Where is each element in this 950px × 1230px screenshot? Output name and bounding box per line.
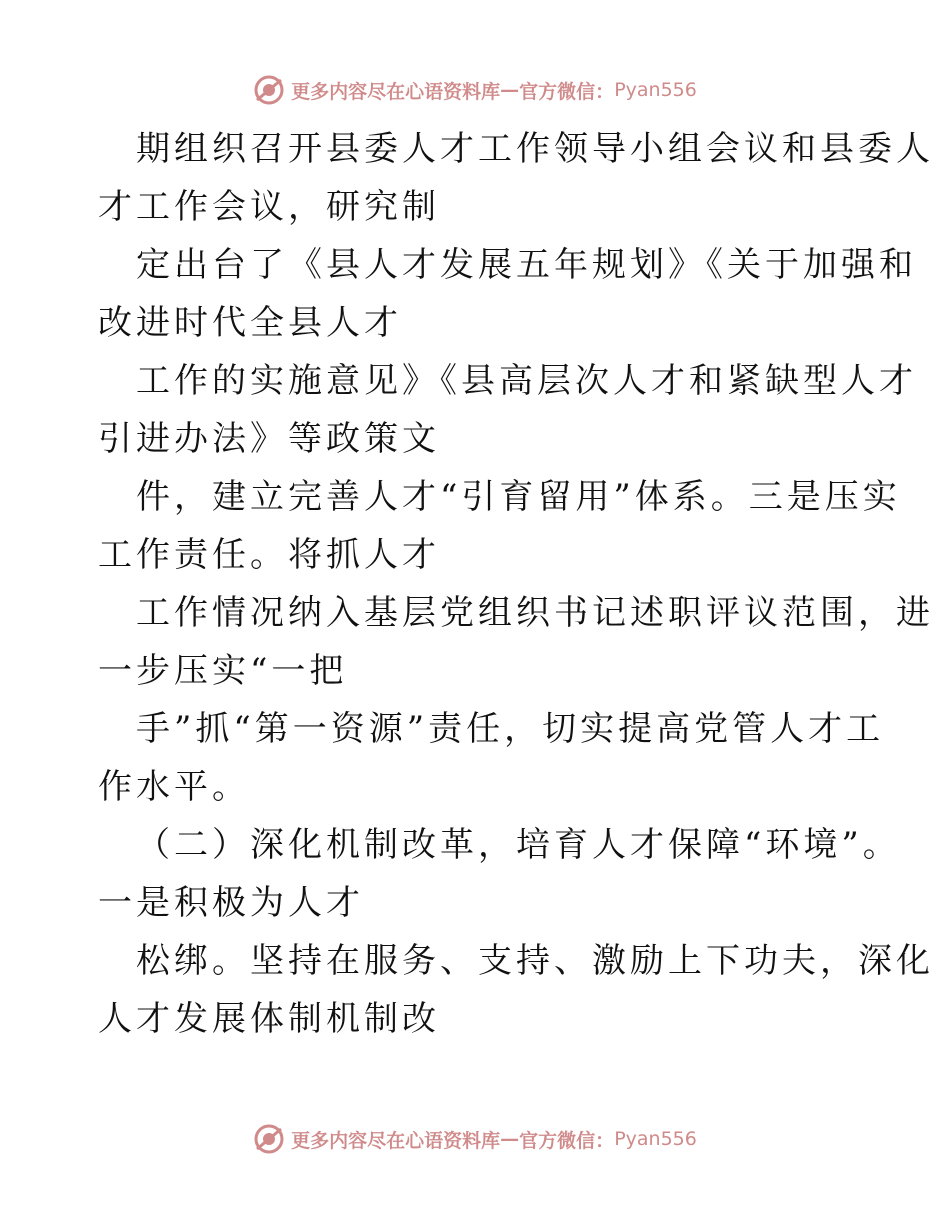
- text-line: 期组织召开县委人才工作领导小组会议和县委人: [136, 129, 934, 169]
- seal-logo-icon: [253, 74, 285, 106]
- watermark-site-text: 更多内容尽在心语资料库: [291, 80, 501, 103]
- watermark-wechat-id: Pyan556: [614, 1128, 697, 1150]
- header-watermark: [0, 70, 950, 110]
- text-line: 工作责任。将抓人才: [98, 535, 440, 575]
- text-line: （二）深化机制改革，培育人才保障“环境”。: [136, 825, 901, 865]
- paragraph-2: [98, 236, 917, 352]
- footer-watermark: [0, 1119, 950, 1159]
- text-line: 工作的实施意见》《县高层次人才和紧缺型人才: [136, 361, 917, 401]
- text-line: 工作情况纳入基层党组织书记述职评议范围，进: [136, 593, 934, 633]
- text-line: 作水平。: [98, 767, 250, 807]
- watermark-site-text: 更多内容尽在心语资料库: [291, 1129, 501, 1152]
- watermark-wechat-id: Pyan556: [614, 79, 697, 101]
- text-line: 一是积极为人才: [98, 883, 364, 923]
- text-line: 人才发展体制机制改: [98, 999, 440, 1039]
- paragraph-7: [98, 816, 901, 932]
- document-body: [98, 120, 934, 1048]
- paragraph-6: [98, 700, 885, 816]
- text-line: 改进时代全县人才: [98, 303, 402, 343]
- watermark-wechat-label: 官方微信：: [519, 1129, 615, 1152]
- paragraph-5: [98, 584, 934, 700]
- text-line: 松绑。坚持在服务、支持、激励上下功夫，深化: [136, 941, 934, 981]
- watermark-dash: —: [500, 1128, 520, 1150]
- text-line: 定出台了《县人才发展五年规划》《关于加强和: [136, 245, 917, 285]
- watermark-wechat-label: 官方微信：: [519, 80, 615, 103]
- paragraph-1: [98, 120, 934, 236]
- paragraph-8: [98, 932, 934, 1048]
- text-line: 才工作会议，研究制: [98, 187, 440, 227]
- watermark-dash: —: [500, 79, 520, 101]
- text-line: 件，建立完善人才“引育留用”体系。三是压实: [136, 477, 901, 517]
- text-line: 引进办法》等政策文: [98, 419, 440, 459]
- paragraph-4: [98, 468, 901, 584]
- paragraph-3: [98, 352, 917, 468]
- text-line: 一步压实“一把: [98, 651, 348, 691]
- seal-logo-icon: [253, 1123, 285, 1155]
- text-line: 手”抓“第一资源”责任，切实提高党管人才工: [136, 709, 885, 749]
